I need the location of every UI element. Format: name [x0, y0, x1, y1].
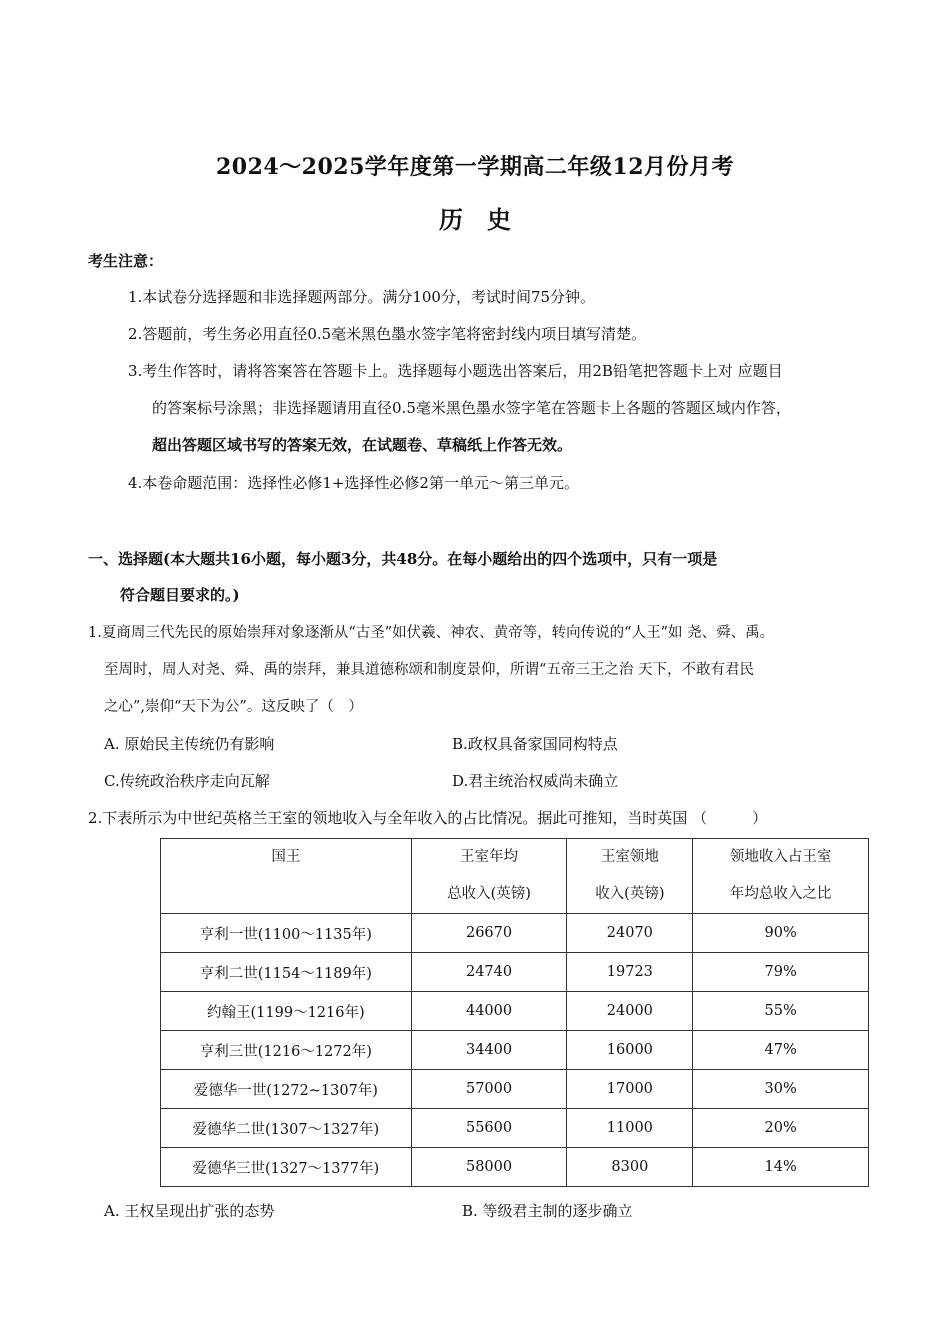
section-heading-line-1: 一、选择题(本大题共16小题，每小题3分，共48分。在每小题给出的四个选项中，只有一项是	[88, 550, 718, 568]
notice-item-3-line-2: 的答案标号涂黑；非选择题请用直径0.5毫米黑色墨水签字笔在答题卡上各题的答题区域内作答，	[152, 399, 791, 417]
notice-heading: 考生注意：	[88, 252, 164, 270]
cell-domain-income: 19723	[567, 953, 693, 992]
cell-king: 爱德华三世(1327～1377年)	[161, 1148, 412, 1187]
header-ratio-line-1: 领地收入占王室	[729, 849, 832, 865]
q1-option-b: B.政权具备家国同构特点	[452, 735, 618, 753]
table-row	[161, 1109, 869, 1148]
cell-ratio: 47%	[693, 1031, 869, 1070]
exam-title: 2024～2025学年度第一学期高二年级12月份月考	[215, 154, 735, 180]
royal-income-table	[160, 838, 869, 1187]
cell-total-income: 26670	[411, 914, 567, 953]
q1-option-c: C.传统政治秩序走向瓦解	[104, 772, 270, 790]
cell-domain-income: 8300	[567, 1148, 693, 1187]
table-row	[161, 914, 869, 953]
table-header-row	[161, 839, 869, 914]
cell-total-income: 34400	[411, 1031, 567, 1070]
cell-king: 亨利三世(1216～1272年)	[161, 1031, 412, 1070]
notice-item-3-line-3: 超出答题区域书写的答案无效，在试题卷、草稿纸上作答无效。	[152, 436, 573, 454]
cell-king: 约翰王(1199～1216年)	[161, 992, 412, 1031]
q1-stem-line-3: 之心”,崇仰“天下为公”。这反映了（ ）	[104, 699, 363, 715]
cell-ratio: 90%	[693, 914, 869, 953]
cell-king: 爱德华一世(1272~1307年)	[161, 1070, 412, 1109]
notice-item-4: 4.本卷命题范围：选择性必修1+选择性必修2第一单元～第三单元。	[128, 474, 579, 492]
section-heading-line-2: 符合题目要求的。)	[120, 586, 240, 604]
cell-ratio: 79%	[693, 953, 869, 992]
header-king-label: 国王	[271, 849, 301, 865]
header-total-income-line-2: 总收入(英镑)	[447, 886, 531, 902]
header-ratio	[693, 839, 869, 914]
cell-total-income: 24740	[411, 953, 567, 992]
q2-option-b: B. 等级君主制的逐步确立	[462, 1202, 633, 1220]
header-domain-income-line-1: 王室领地	[600, 849, 659, 865]
header-ratio-line-2: 年均总收入之比	[729, 886, 832, 902]
cell-ratio: 20%	[693, 1109, 869, 1148]
q2-stem: 2.下表所示为中世纪英格兰王室的领地收入与全年收入的占比情况。据此可推知，当时英国 （ ）	[88, 809, 768, 827]
cell-total-income: 58000	[411, 1148, 567, 1187]
notice-item-1: 1.本试卷分选择题和非选择题两部分。满分100分，考试时间75分钟。	[128, 288, 596, 306]
header-domain-income-line-2: 收入(英镑)	[595, 886, 665, 902]
cell-domain-income: 17000	[567, 1070, 693, 1109]
q1-option-a: A. 原始民主传统仍有影响	[104, 735, 275, 753]
cell-total-income: 57000	[411, 1070, 567, 1109]
cell-domain-income: 24000	[567, 992, 693, 1031]
table-row	[161, 1070, 869, 1109]
subject-title: 历 史	[439, 205, 511, 234]
notice-item-2: 2.答题前，考生务必用直径0.5毫米黑色墨水签字笔将密封线内项目填写清楚。	[128, 325, 647, 343]
table-row	[161, 1031, 869, 1070]
header-king	[161, 839, 412, 914]
cell-ratio: 30%	[693, 1070, 869, 1109]
cell-ratio: 55%	[693, 992, 869, 1031]
cell-total-income: 55600	[411, 1109, 567, 1148]
cell-total-income: 44000	[411, 992, 567, 1031]
cell-domain-income: 16000	[567, 1031, 693, 1070]
cell-king: 亨利二世(1154～1189年)	[161, 953, 412, 992]
cell-king: 亨利一世(1100～1135年)	[161, 914, 412, 953]
q2-option-a: A. 王权呈现出扩张的态势	[104, 1202, 275, 1220]
header-total-income	[411, 839, 567, 914]
cell-domain-income: 11000	[567, 1109, 693, 1148]
cell-ratio: 14%	[693, 1148, 869, 1187]
q1-stem-line-1: 1.夏商周三代先民的原始崇拜对象逐渐从“古圣”如伏羲、神农、黄帝等，转向传说的“人王”如 尧、舜、禹。	[88, 625, 775, 641]
header-total-income-line-1: 王室年均	[460, 849, 519, 865]
header-domain-income	[567, 839, 693, 914]
table-row	[161, 1148, 869, 1187]
cell-domain-income: 24070	[567, 914, 693, 953]
cell-king: 爱德华二世(1307～1327年)	[161, 1109, 412, 1148]
q1-stem-line-2: 至周时，周人对尧、舜、禹的崇拜，兼具道德称颂和制度景仰，所谓“五帝三王之治 天下，不敢有君民	[104, 662, 755, 678]
notice-item-3-line-1: 3.考生作答时，请将答案答在答题卡上。选择题每小题选出答案后，用2B铅笔把答题卡上对 应题目	[128, 362, 783, 380]
table-row	[161, 992, 869, 1031]
table-row	[161, 953, 869, 992]
q1-option-d: D.君主统治权威尚未确立	[452, 772, 619, 790]
